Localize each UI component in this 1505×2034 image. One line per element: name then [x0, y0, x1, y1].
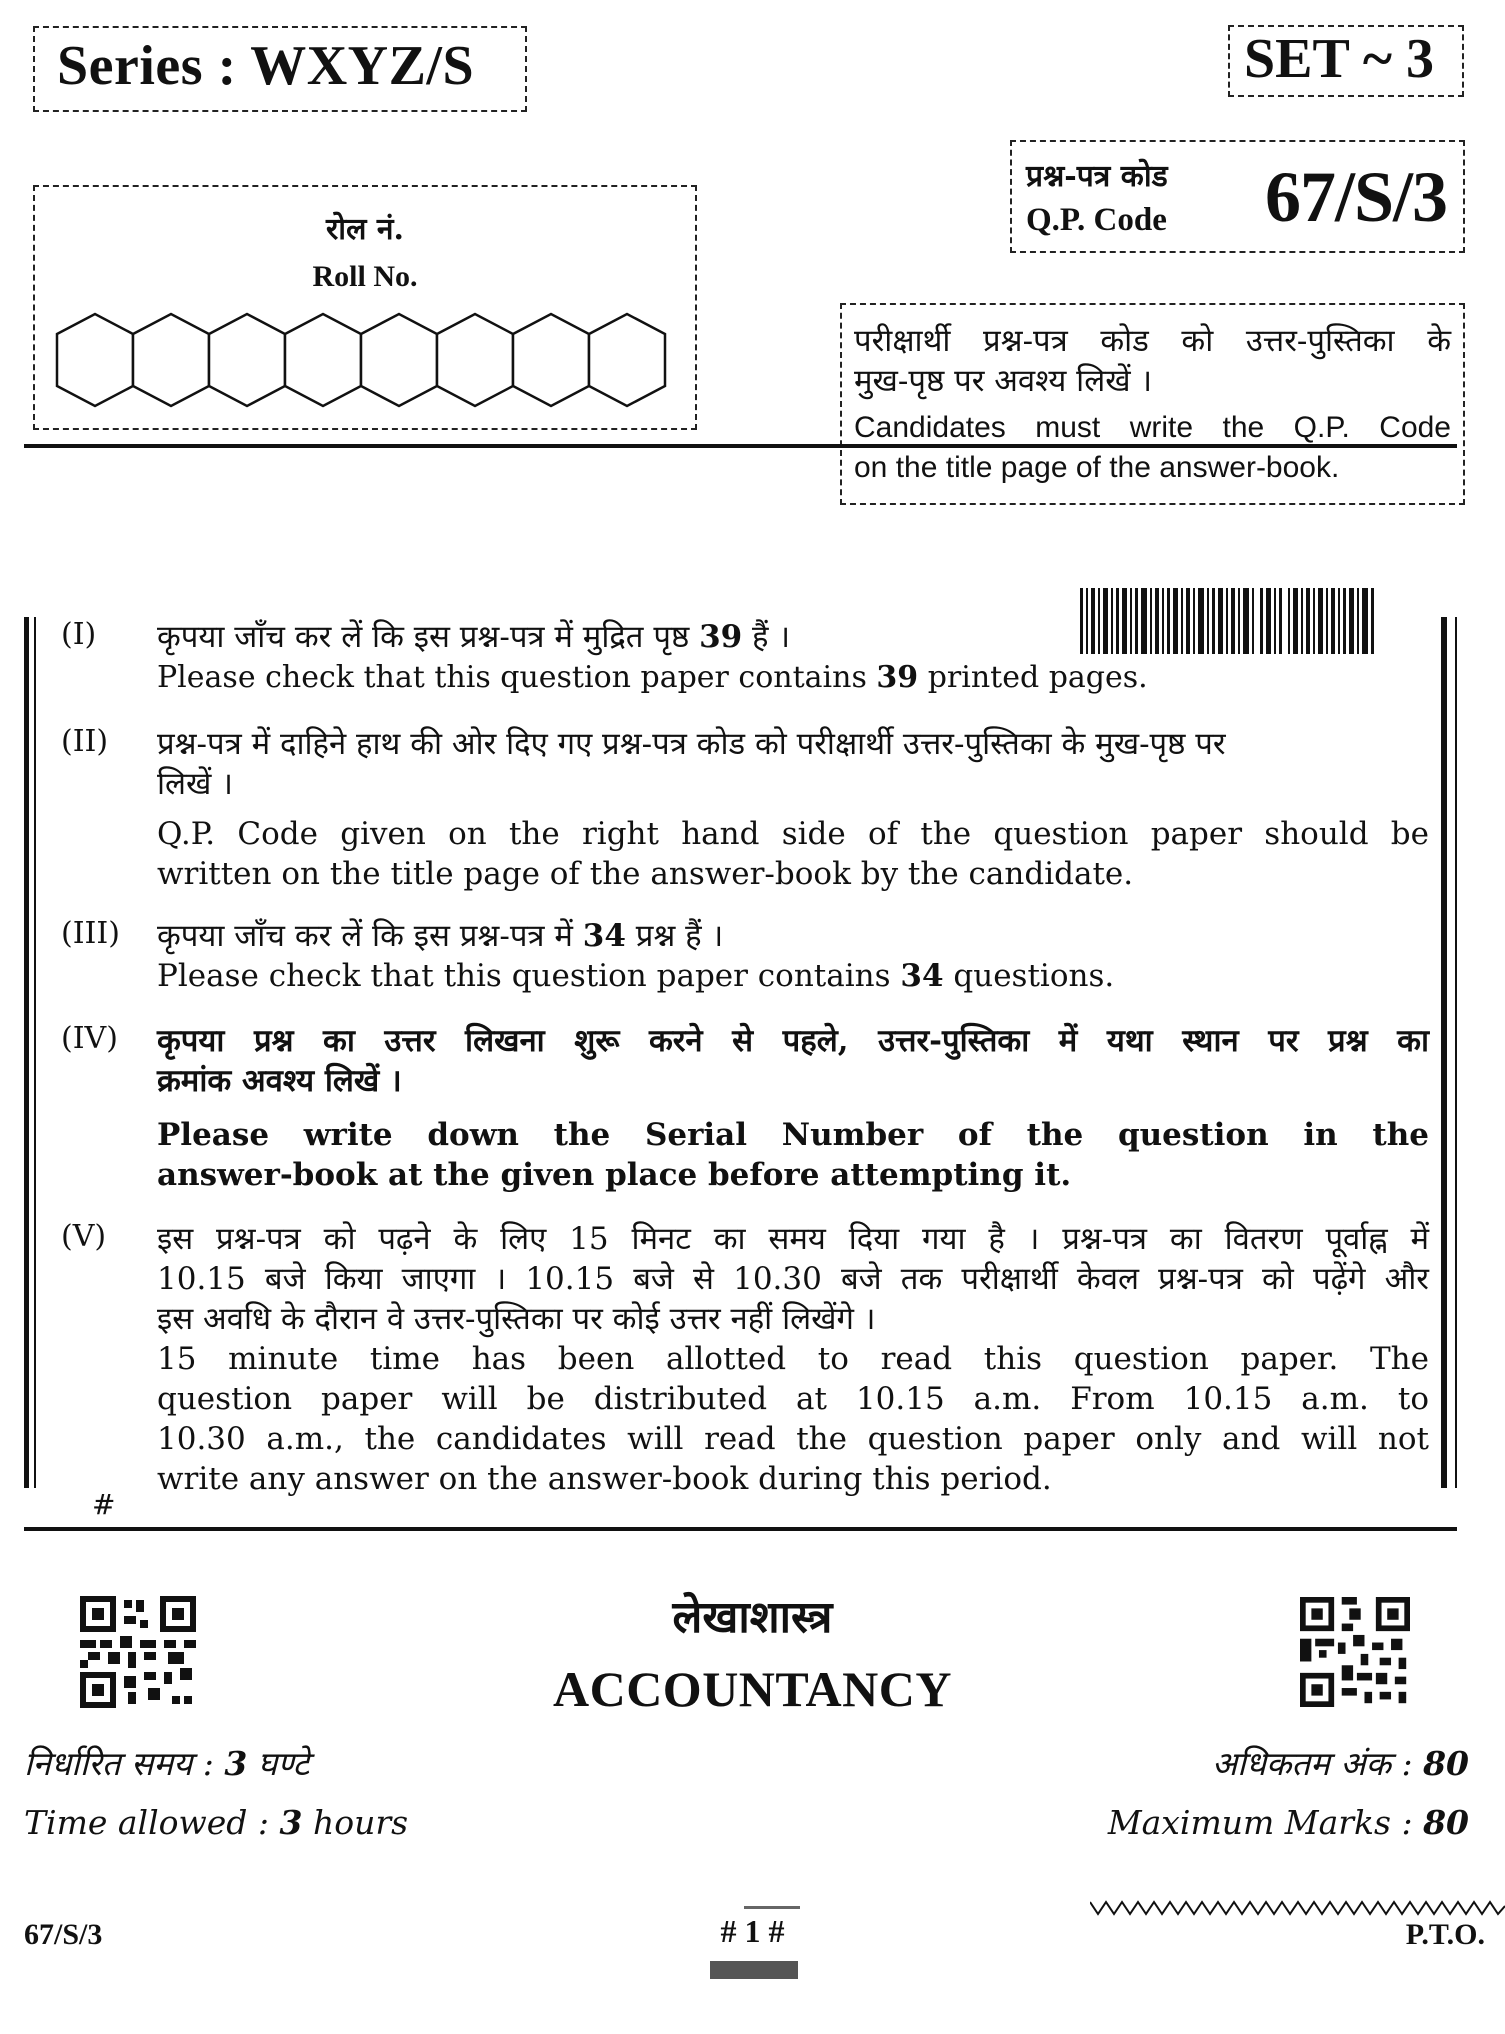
roll-digit-box-1	[57, 314, 133, 406]
roll-label-hindi: रोल नं.	[326, 212, 404, 247]
maximum-marks-english: Maximum Marks : 80	[1107, 1803, 1469, 1842]
roll-label-english: Roll No.	[312, 260, 418, 293]
roll-number-hexagon-boxes[interactable]	[55, 312, 681, 408]
instruction-2-english-line-1: Q.P. Code given on the right hand side of the question paper should be	[157, 816, 1429, 852]
roll-digit-box-6	[437, 314, 513, 406]
time-allowed-hindi: निर्धारित समय : 3 घण्टे	[24, 1744, 310, 1783]
footer-qp-code: 67/S/3	[24, 1918, 103, 1951]
instruction-2-hindi-line-2: लिखें ।	[157, 766, 234, 802]
qp-code-note-box	[840, 303, 1465, 505]
series-label: Series : WXYZ/S	[57, 35, 475, 97]
maximum-marks-hindi: अधिकतम अंक : 80	[1211, 1744, 1469, 1783]
roll-digit-box-3	[209, 314, 285, 406]
top-divider	[24, 444, 1457, 448]
note-hindi-line-2: मुख-पृष्ठ पर अवश्य लिखें ।	[854, 363, 1153, 399]
instruction-3-hindi: कृपया जाँच कर लें कि इस प्रश्न-पत्र में 34 प्रश्न हैं ।	[157, 918, 724, 954]
qp-code-box	[1010, 140, 1465, 253]
instruction-number: (III)	[61, 916, 120, 951]
instruction-4-english-line-2: answer-book at the given place before attempting it.	[157, 1157, 1072, 1193]
roll-digit-box-2	[133, 314, 209, 406]
subject-title-hindi: लेखाशास्त्र	[672, 1592, 833, 1643]
bottom-divider	[24, 1527, 1457, 1531]
instruction-4-hindi-line-1: कृपया प्रश्न का उत्तर लिखना शुरू करने से पहले, उत्तर-पुस्तिका में यथा स्थान पर प्रश्न का	[157, 1023, 1429, 1059]
instruction-4-english-line-1: Please write down the Serial Number of the question in the	[157, 1117, 1429, 1153]
right-margin-rule-thin	[1455, 617, 1457, 1488]
instruction-number: (V)	[61, 1219, 107, 1254]
note-hindi-line-1: परीक्षार्थी प्रश्न-पत्र कोड को उत्तर-पुस्तिका के	[854, 323, 1451, 359]
instruction-2-hindi-line-1: प्रश्न-पत्र में दाहिने हाथ की ओर दिए गए प्रश्न-पत्र कोड को परीक्षार्थी उत्तर-पुस्तिका के मुख-पृष्ठ पर	[157, 726, 1226, 762]
page-number: # 1 #	[720, 1913, 785, 1949]
instruction-1-english: Please check that this question paper contains 39 printed pages.	[157, 660, 1148, 695]
instruction-4-hindi-line-2: क्रमांक अवश्य लिखें ।	[157, 1063, 402, 1099]
instruction-5-hindi-line-2: 10.15 बजे किया जाएगा । 10.15 बजे से 10.30 बजे तक परीक्षार्थी केवल प्रश्न-पत्र को पढ़ेंगे और	[157, 1261, 1429, 1297]
qr-code-icon	[1300, 1596, 1410, 1708]
instruction-number: (I)	[61, 617, 97, 652]
note-english-line-2: on the title page of the answer-book.	[854, 451, 1340, 484]
set-label: SET ~ 3	[1244, 28, 1434, 90]
instruction-5-hindi-line-3: इस अवधि के दौरान वे उत्तर-पुस्तिका पर कोई उत्तर नहीं लिखेंगे ।	[157, 1301, 876, 1337]
subject-title-english: ACCOUNTANCY	[552, 1661, 952, 1717]
instruction-3-english: Please check that this question paper contains 34 questions.	[157, 958, 1115, 994]
margin-hash-mark: #	[92, 1488, 116, 1521]
set-box	[1228, 25, 1464, 97]
instruction-5-english-line-4: write any answer on the answer-book during this period.	[157, 1461, 1052, 1497]
instruction-1-hindi: कृपया जाँच कर लें कि इस प्रश्न-पत्र में मुद्रित पृष्ठ 39 हैं ।	[157, 619, 791, 655]
instruction-number: (II)	[61, 724, 109, 759]
instruction-5-english-line-1: 15 minute time has been allotted to read this question paper. The	[157, 1341, 1429, 1377]
series-box	[33, 26, 527, 112]
please-turn-over: P.T.O.	[1405, 1918, 1485, 1951]
general-instructions	[24, 617, 1457, 1497]
qp-code-label-hindi: प्रश्न-पत्र कोड	[1026, 159, 1168, 194]
left-margin-rule	[24, 617, 29, 1488]
page-marker-block	[710, 1961, 798, 1979]
right-margin-rule	[1441, 617, 1447, 1488]
roll-digit-box-7	[513, 314, 589, 406]
qp-code-label-english: Q.P. Code	[1026, 202, 1167, 238]
instruction-2-english-line-2: written on the title page of the answer-book by the candidate.	[157, 856, 1134, 892]
page-marker-line	[744, 1906, 800, 1909]
roll-digit-box-4	[285, 314, 361, 406]
left-margin-rule-thin	[34, 617, 36, 1488]
instruction-5-english-line-3: 10.30 a.m., the candidates will read the question paper only and will not	[157, 1421, 1429, 1457]
roll-number-box	[33, 185, 697, 430]
roll-digit-box-5	[361, 314, 437, 406]
instruction-number: (IV)	[61, 1021, 118, 1056]
roll-digit-box-8	[589, 314, 665, 406]
instruction-5-hindi-line-1: इस प्रश्न-पत्र को पढ़ने के लिए 15 मिनट का समय दिया गया है । प्रश्न-पत्र का वितरण पूर्वाह्न में	[157, 1221, 1429, 1257]
note-english-line-1: Candidates must write the Q.P. Code	[854, 411, 1451, 444]
qp-code-value: 67/S/3	[1264, 157, 1447, 237]
time-allowed-english: Time allowed : 3 hours	[24, 1803, 409, 1842]
instruction-5-english-line-2: question paper will be distributed at 10.15 a.m. From 10.15 a.m. to	[157, 1381, 1429, 1417]
